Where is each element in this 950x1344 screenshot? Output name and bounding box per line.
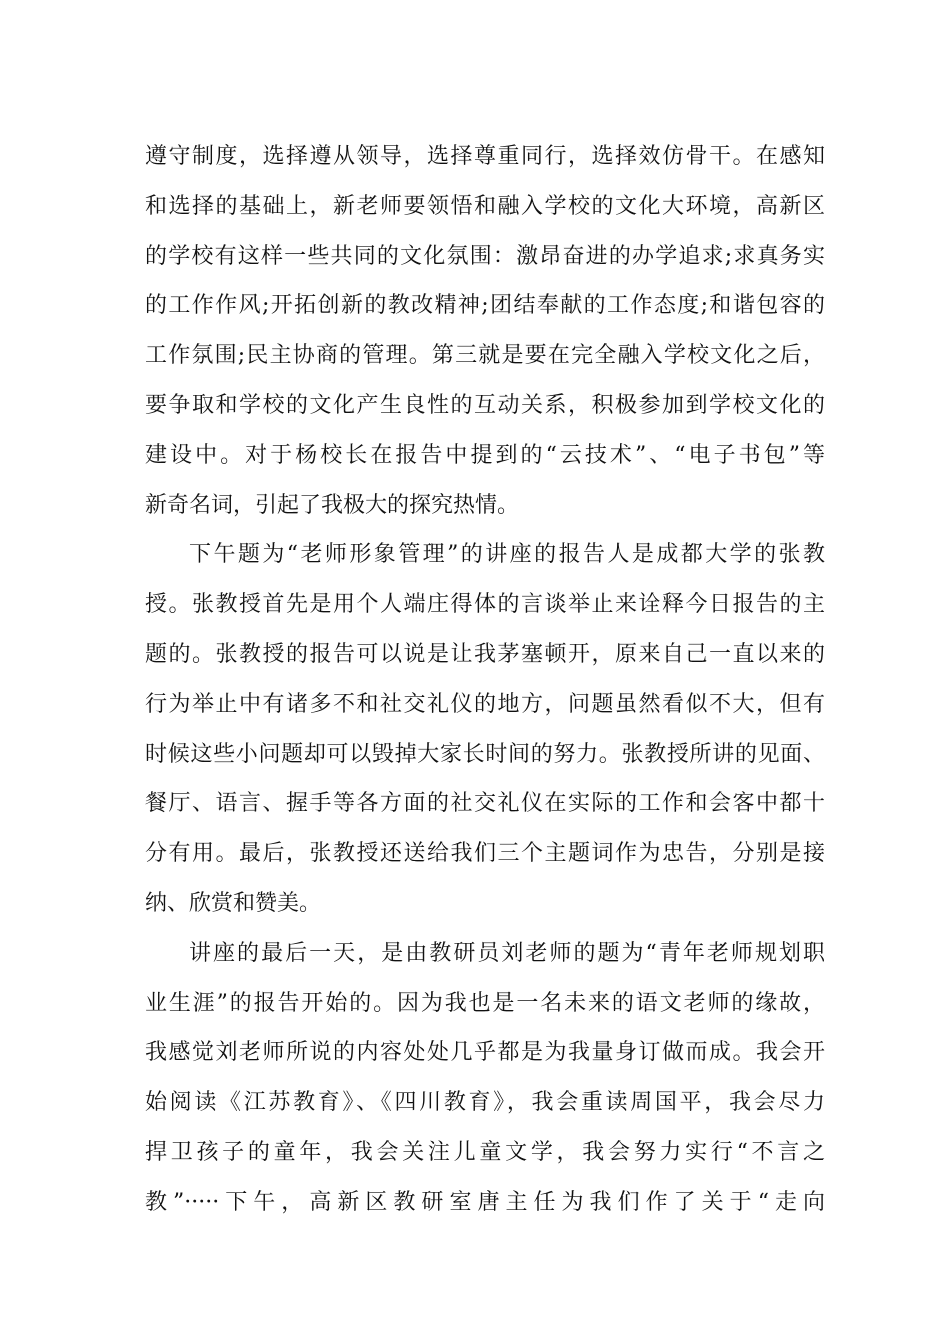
text-line: 始阅读《江苏教育》、《四川教育》，我会重读周国平，我会尽力 xyxy=(145,1090,825,1116)
text-line: 和选择的基础上，新老师要领悟和融入学校的文化大环境，高新区 xyxy=(145,193,825,219)
text-line: 建设中。对于杨校长在报告中提到的“云技术”、“电子书包”等 xyxy=(145,442,825,468)
text-line: 遵守制度，选择遵从领导，选择尊重同行，选择效仿骨干。在感知 xyxy=(145,144,825,169)
text-line: 讲座的最后一天，是由教研员刘老师的题为“青年老师规划职 xyxy=(189,940,825,966)
text-line: 我感觉刘老师所说的内容处处几乎都是为我量身订做而成。我会开 xyxy=(145,1040,825,1066)
text-line: 行为举止中有诸多不和社交礼仪的地方，问题虽然看似不大，但有 xyxy=(145,691,825,717)
text-line: 捍卫孩子的童年，我会关注儿童文学，我会努力实行“不言之 xyxy=(145,1139,825,1165)
body-text xyxy=(145,132,825,1228)
text-line: 的学校有这样一些共同的文化氛围：激昂奋进的办学追求;求真务实 xyxy=(145,243,825,269)
text-line: 时候这些小问题却可以毁掉大家长时间的努力。张教授所讲的见面、 xyxy=(145,741,825,767)
text-line: 分有用。最后，张教授还送给我们三个主题词作为忠告，分别是接 xyxy=(145,841,825,867)
text-line: 工作氛围;民主协商的管理。第三就是要在完全融入学校文化之后， xyxy=(145,343,825,369)
text-line: 纳、欣赏和赞美。 xyxy=(145,890,322,916)
text-line: 下午题为“老师形象管理”的讲座的报告人是成都大学的张教 xyxy=(189,542,825,568)
text-line: 题的。张教授的报告可以说是让我茅塞顿开，原来自己一直以来的 xyxy=(145,641,825,667)
text-line: 新奇名词，引起了我极大的探究热情。 xyxy=(145,492,520,518)
text-line: 授。张教授首先是用个人端庄得体的言谈举止来诠释今日报告的主 xyxy=(145,592,825,618)
text-line: 教”·····下午，高新区教研室唐主任为我们作了关于“走向 xyxy=(145,1189,825,1215)
text-line: 要争取和学校的文化产生良性的互动关系，积极参加到学校文化的 xyxy=(145,392,825,418)
text-line: 餐厅、语言、握手等各方面的社交礼仪在实际的工作和会客中都十 xyxy=(145,791,825,817)
text-line: 的工作作风;开拓创新的教改精神;团结奉献的工作态度;和谐包容的 xyxy=(145,293,825,319)
text-line: 业生涯”的报告开始的。因为我也是一名未来的语文老师的缘故， xyxy=(145,990,825,1016)
